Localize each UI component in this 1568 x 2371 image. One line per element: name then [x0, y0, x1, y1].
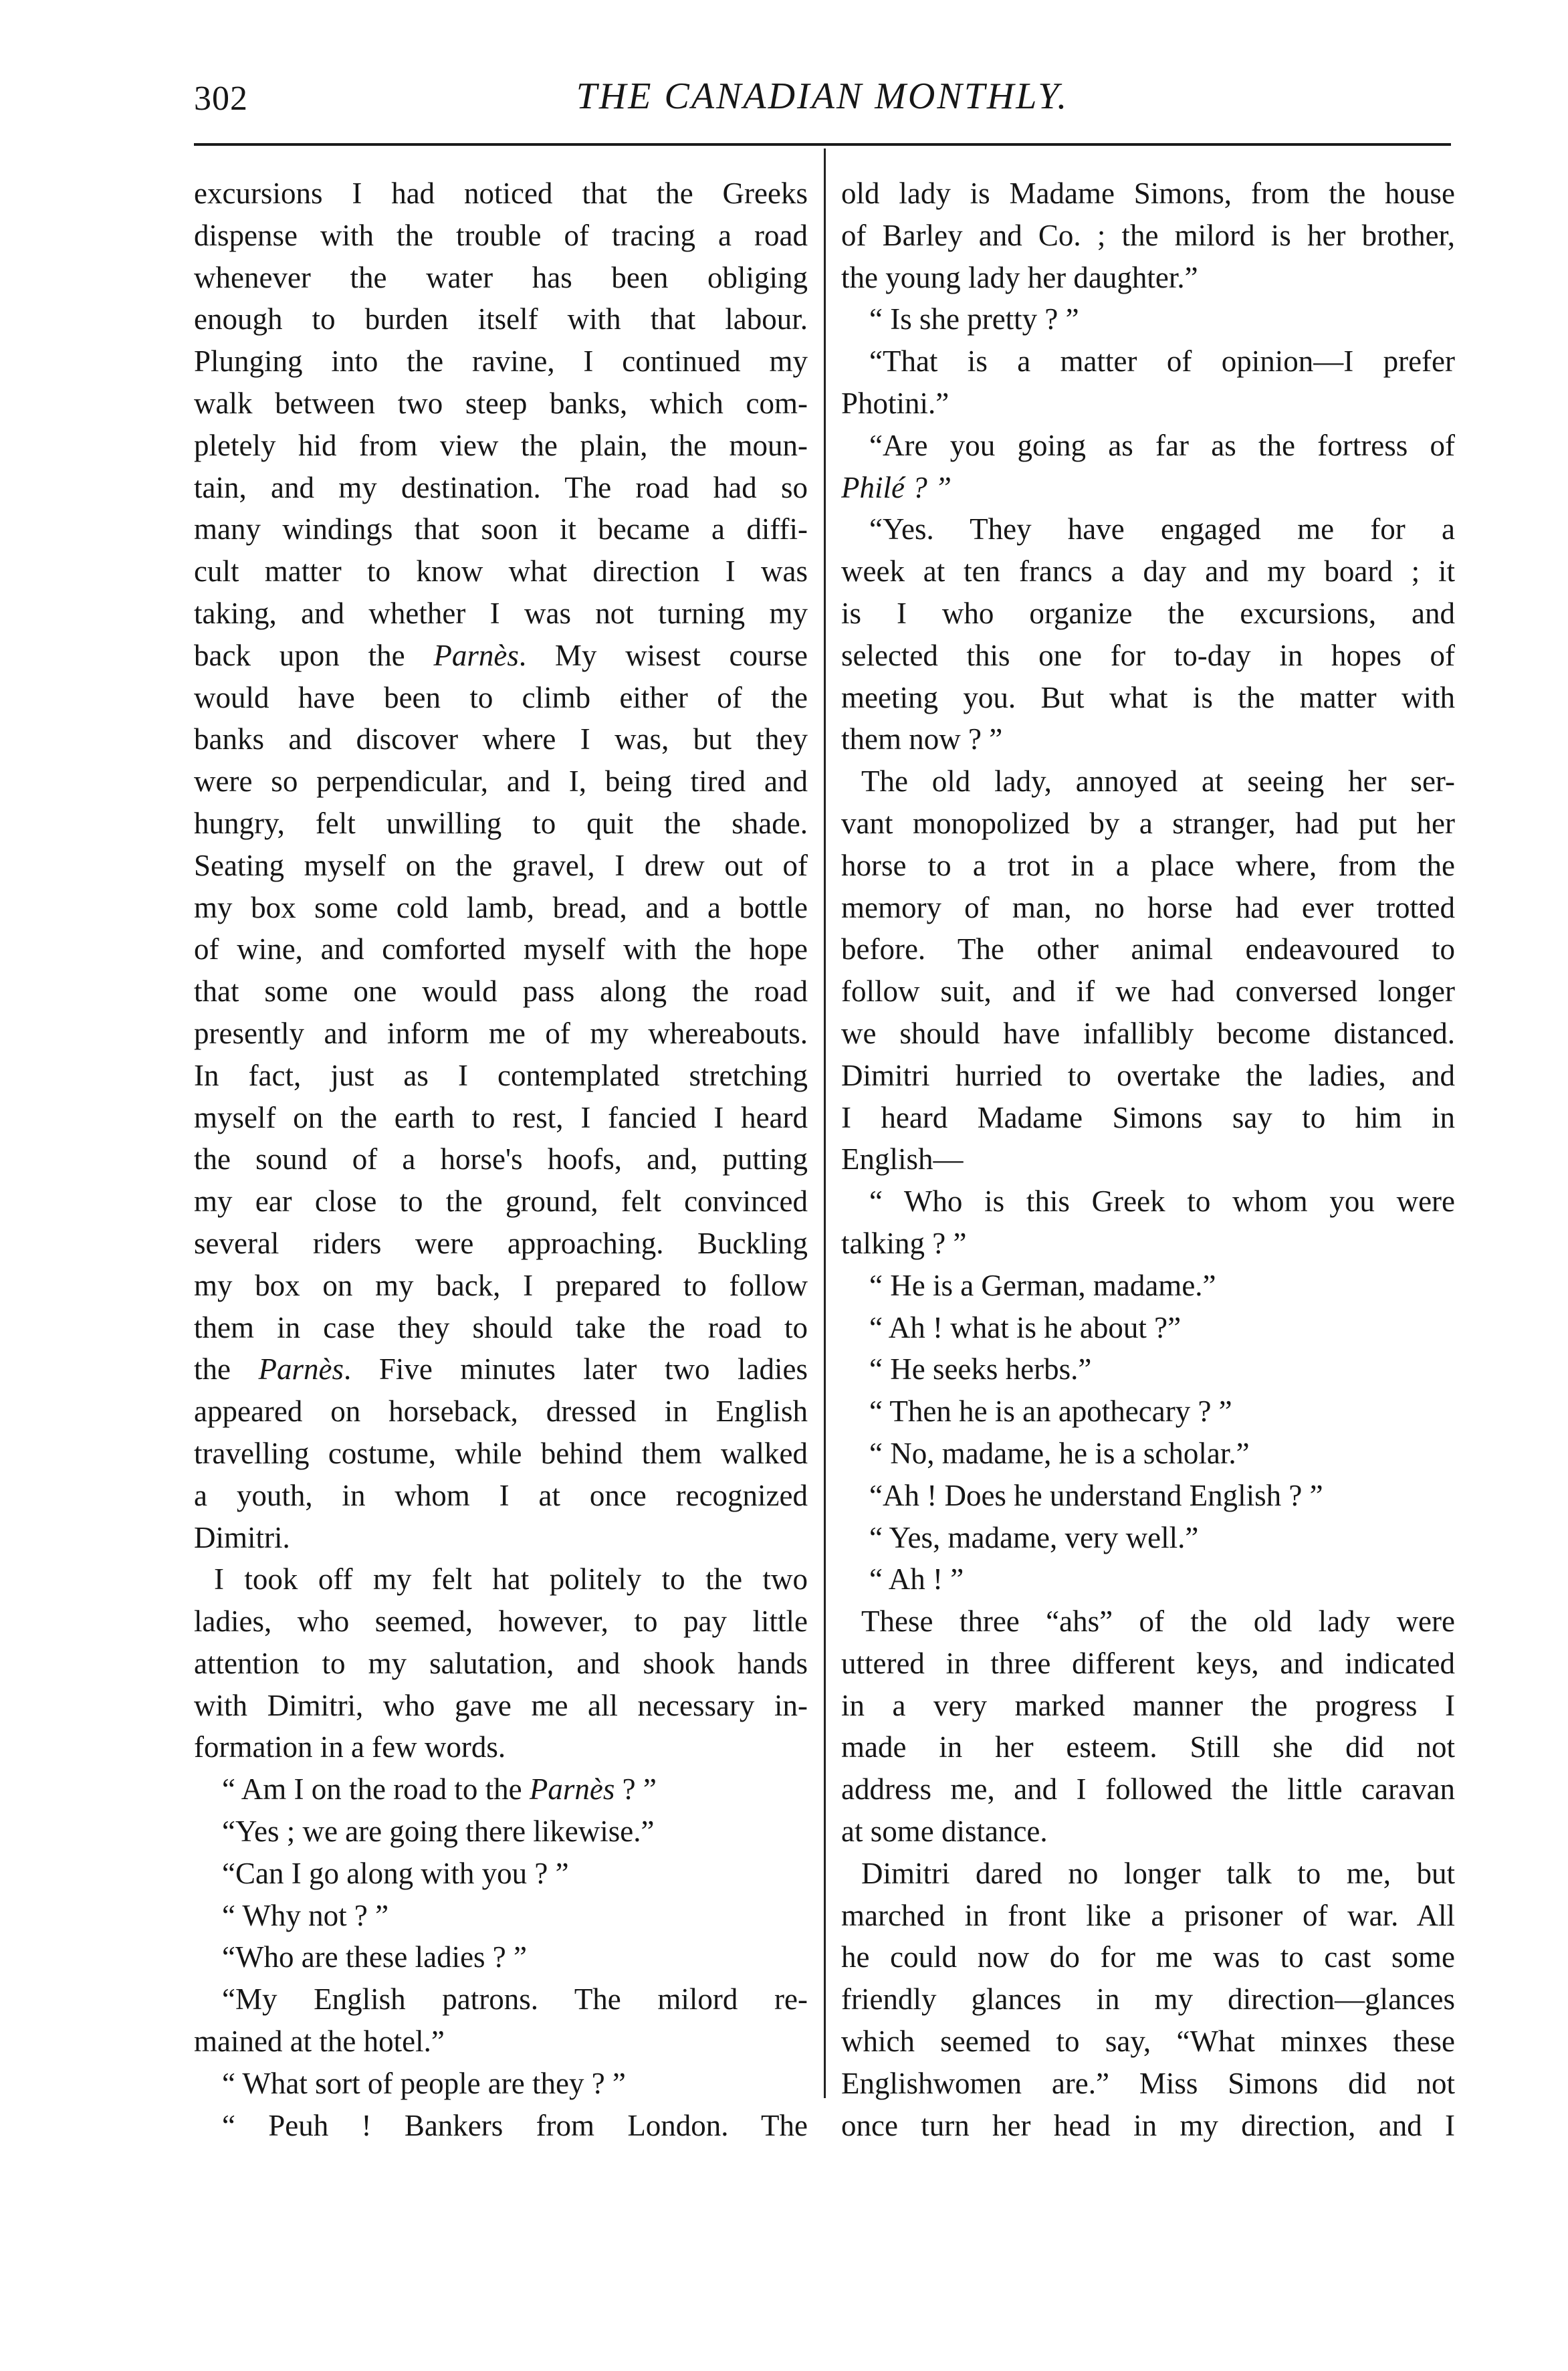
text-line: formation in a few words. — [194, 1730, 506, 1764]
text-line: enough to burden itself with that labour. — [194, 302, 808, 336]
dialogue-line: “ No, madame, he is a scholar.” — [869, 1436, 1250, 1470]
text-line: ladies, who seemed, however, to pay little — [194, 1605, 808, 1639]
text-line: Dimitri dared no longer talk to me, but — [861, 1856, 1455, 1890]
text-line: them in case they should take the road to — [194, 1310, 808, 1344]
text-line: marched in front like a prisoner of war. All — [841, 1898, 1455, 1932]
text-line: once turn her head in my direction, and I — [841, 2108, 1455, 2142]
dialogue-line: “ Ah ! ” — [869, 1562, 964, 1596]
text-line: Englishwomen are.” Miss Simons did not — [841, 2066, 1455, 2100]
text-line: travelling costume, while behind them walked — [194, 1436, 808, 1470]
running-title: THE CANADIAN MONTHLY. — [576, 76, 1069, 117]
text-line: many windings that soon it became a diffi- — [194, 512, 808, 546]
header-rule — [194, 143, 1451, 146]
text-line: The old lady, annoyed at seeing her ser- — [861, 764, 1455, 799]
text-line: before. The other animal endeavoured to — [841, 932, 1455, 966]
text-line: I took off my felt hat politely to the two — [214, 1562, 808, 1596]
dialogue-line: “That is a matter of opinion—I prefer — [869, 344, 1455, 379]
page-number: 302 — [194, 80, 248, 118]
text-line: Dimitri. — [194, 1520, 290, 1554]
text-line: pletely hid from view the plain, the moun- — [194, 428, 808, 462]
text-line: tain, and my destination. The road had so — [194, 470, 808, 504]
dialogue-line: “ He is a German, madame.” — [869, 1268, 1216, 1302]
text-line: Seating myself on the gravel, I drew out of — [194, 848, 808, 882]
text-line: address me, and I followed the little caravan — [841, 1772, 1455, 1807]
left-column — [194, 173, 808, 2146]
dialogue-line: “ Is she pretty ? ” — [869, 302, 1079, 336]
dialogue-line: “My English patrons. The milord re- — [222, 1982, 808, 2017]
dialogue-line: “ Ah ! what is he about ?” — [869, 1310, 1182, 1344]
text-line: appeared on horseback, dressed in English — [194, 1395, 808, 1429]
text-line: friendly glances in my direction—glances — [841, 1982, 1455, 2017]
text-line: uttered in three different keys, and indicated — [841, 1646, 1455, 1680]
text-line: In fact, just as I contemplated stretching — [194, 1058, 808, 1092]
text-line: my box on my back, I prepared to follow — [194, 1268, 808, 1302]
dialogue-line: “Yes. They have engaged me for a — [869, 512, 1455, 546]
text-line: hungry, felt unwilling to quit the shade. — [194, 806, 808, 840]
text-line: horse to a trot in a place where, from the — [841, 848, 1455, 882]
text-line: banks and discover where I was, but they — [194, 722, 808, 756]
dialogue-line: “ Peuh ! Bankers from London. The — [222, 2108, 808, 2142]
text-line: made in her esteem. Still she did not — [841, 1730, 1455, 1764]
text-line: attention to my salutation, and shook hands — [194, 1646, 808, 1680]
text-line: them now ? ” — [841, 722, 1003, 756]
text-line: English— — [841, 1142, 964, 1176]
text-line: the sound of a horse's hoofs, and, putting — [194, 1142, 808, 1176]
text-line: we should have infallibly become distanced. — [841, 1016, 1455, 1050]
text-line: Philé ? ” — [841, 470, 951, 504]
text-line: myself on the earth to rest, I fancied I heard — [194, 1100, 808, 1134]
dialogue-line: “ Why not ? ” — [222, 1898, 389, 1932]
text-line: walk between two steep banks, which com- — [194, 386, 808, 420]
dialogue-line: “ He seeks herbs.” — [869, 1352, 1092, 1386]
text-line: a youth, in whom I at once recognized — [194, 1478, 808, 1512]
text-line: of wine, and comforted myself with the hope — [194, 932, 808, 966]
text-line: is I who organize the excursions, and — [841, 596, 1455, 630]
text-line: cult matter to know what direction I was — [194, 554, 808, 589]
text-line: follow suit, and if we had conversed longer — [841, 974, 1455, 1009]
dialogue-line: “ Who is this Greek to whom you were — [869, 1184, 1455, 1219]
dialogue-line: “ What sort of people are they ? ” — [222, 2066, 626, 2100]
text-line: old lady is Madame Simons, from the house — [841, 177, 1455, 210]
text-line: selected this one for to-day in hopes of — [841, 638, 1455, 672]
dialogue-line: “Ah ! Does he understand English ? ” — [869, 1478, 1323, 1512]
text-line: talking ? ” — [841, 1226, 967, 1260]
text-line: vant monopolized by a stranger, had put her — [841, 806, 1455, 840]
text-line: meeting you. But what is the matter with — [841, 680, 1455, 714]
text-line: presently and inform me of my whereabouts. — [194, 1016, 808, 1050]
text-line: several riders were approaching. Buckling — [194, 1226, 808, 1260]
text-line: at some distance. — [841, 1815, 1048, 1849]
text-line: my box some cold lamb, bread, and a bottle — [194, 890, 808, 924]
text-line: dispense with the trouble of tracing a road — [194, 218, 808, 252]
text-line: he could now do for me was to cast some — [841, 1940, 1455, 1974]
text-line: in a very marked manner the progress I — [841, 1688, 1455, 1722]
text-line: Photini.” — [841, 386, 949, 420]
right-column — [841, 173, 1455, 2146]
text-line: week at ten francs a day and my board ; it — [841, 554, 1455, 589]
text-line: Plunging into the ravine, I continued my — [194, 344, 808, 379]
text-line: with Dimitri, who gave me all necessary in- — [194, 1688, 808, 1722]
dialogue-line: “ Then he is an apothecary ? ” — [869, 1395, 1232, 1429]
text-line: the Parnès. Five minutes later two ladies — [194, 1352, 808, 1386]
dialogue-line: “ Yes, madame, very well.” — [869, 1520, 1199, 1554]
text-line: Dimitri hurried to overtake the ladies, and — [841, 1058, 1455, 1092]
column-divider — [824, 148, 826, 2098]
dialogue-line: “ Am I on the road to the Parnès ? ” — [222, 1772, 657, 1807]
text-line: of Barley and Co. ; the milord is her brother, — [841, 218, 1455, 252]
text-line: mained at the hotel.” — [194, 2025, 445, 2059]
text-line: I heard Madame Simons say to him in — [841, 1100, 1455, 1134]
text-line: memory of man, no horse had ever trotted — [841, 890, 1455, 924]
dialogue-line: “Who are these ladies ? ” — [222, 1940, 527, 1974]
dialogue-line: “Can I go along with you ? ” — [222, 1856, 569, 1890]
dialogue-line: “Yes ; we are going there likewise.” — [222, 1815, 655, 1849]
text-line: back upon the Parnès. My wisest course — [194, 638, 808, 672]
page-header — [194, 75, 1451, 128]
text-line: which seemed to say, “What minxes these — [841, 2025, 1455, 2059]
text-line: the young lady her daughter.” — [841, 260, 1198, 294]
text-line: taking, and whether I was not turning my — [194, 596, 808, 630]
text-line: that some one would pass along the road — [194, 974, 808, 1009]
text-line: my ear close to the ground, felt convinced — [194, 1184, 808, 1219]
text-line: would have been to climb either of the — [194, 680, 808, 714]
text-line: excursions I had noticed that the Greeks — [194, 177, 808, 210]
text-line: These three “ahs” of the old lady were — [861, 1605, 1455, 1639]
text-line: were so perpendicular, and I, being tired and — [194, 764, 808, 799]
text-line: whenever the water has been obliging — [194, 260, 808, 294]
dialogue-line: “Are you going as far as the fortress of — [869, 428, 1455, 462]
